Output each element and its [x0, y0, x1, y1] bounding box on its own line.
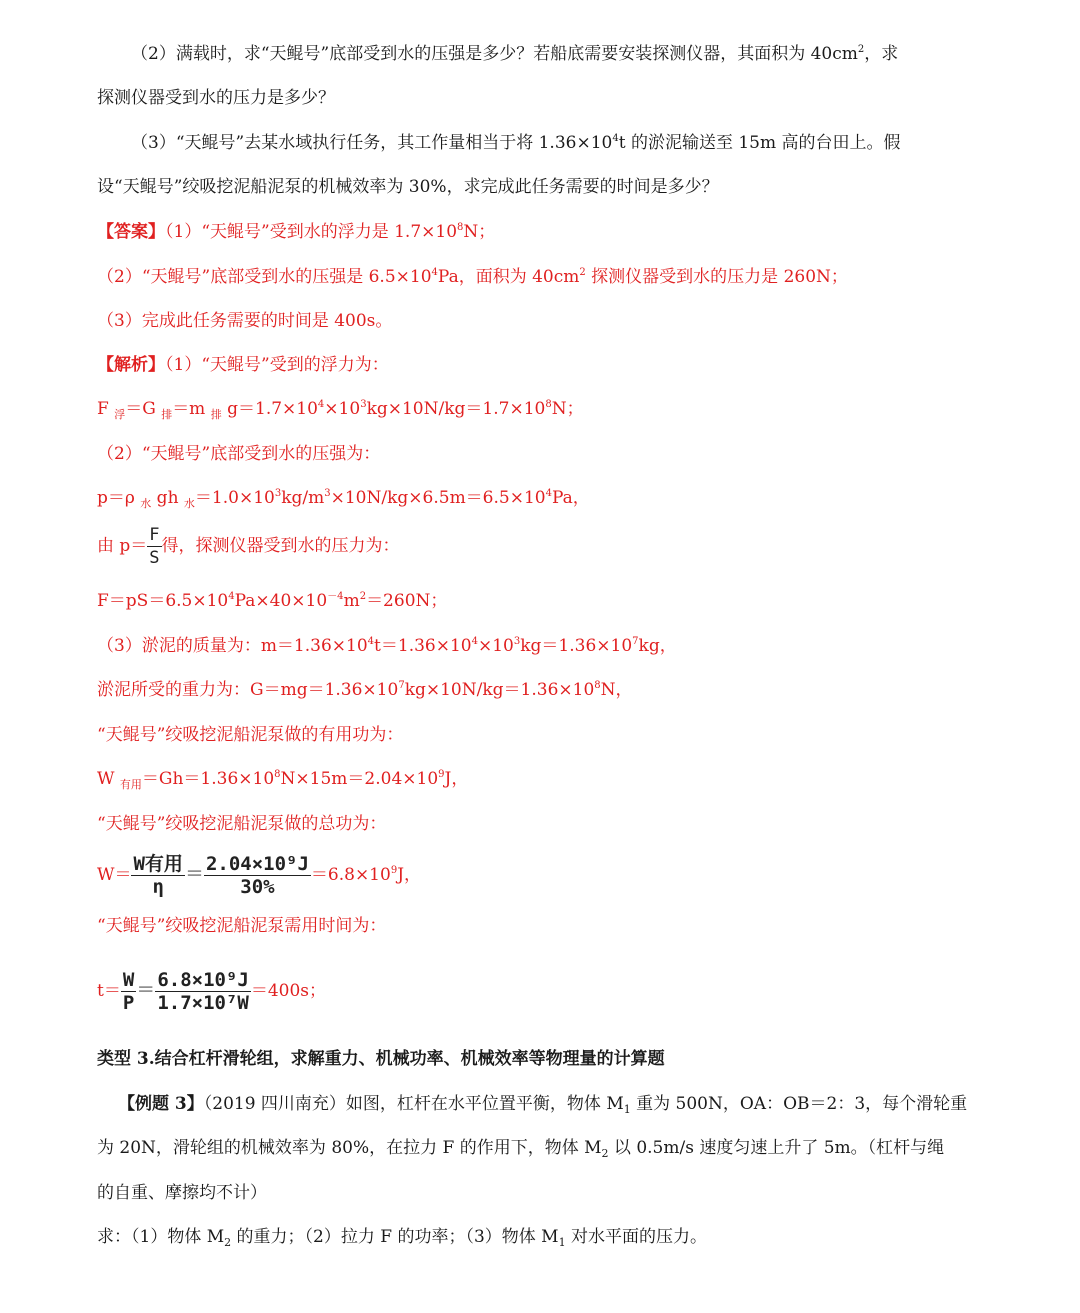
- analysis-total-work-label: [97, 811, 386, 837]
- text-segment: g＝1.7×10: [221, 399, 318, 419]
- superscript: 2: [857, 44, 865, 55]
- text-segment: kg×10N/kg＝1.36×10: [404, 680, 595, 700]
- text-segment: kg/m: [281, 488, 325, 508]
- text-segment: ×10N/kg×6.5m＝6.5×10: [330, 488, 546, 508]
- superscript: 7: [398, 680, 405, 691]
- analysis-tag: 【解析】: [97, 355, 165, 375]
- superscript: 3: [324, 488, 331, 499]
- text-segment: 的自重、摩擦均不计）: [97, 1183, 267, 1203]
- formula-total-work: [97, 846, 421, 903]
- text-segment: J，: [397, 865, 422, 885]
- text-segment: m: [343, 591, 360, 611]
- text-segment: （2019 四川南充）如图，杠杆在水平位置平衡，物体 M: [203, 1094, 624, 1114]
- text-segment: “天鲲号”绞吸挖泥船泥泵做的总功为：: [97, 814, 387, 834]
- text-segment: ＝6.8×10: [310, 865, 391, 885]
- fraction-numerator: 2.04×10⁹J: [205, 853, 309, 875]
- superscript: 9: [390, 865, 398, 876]
- answer-line-1: [97, 219, 495, 245]
- question-2-line-1: [131, 41, 898, 67]
- text-segment: 求：（1）物体 M: [97, 1227, 225, 1247]
- text-segment: Pa，: [551, 488, 590, 508]
- analysis-line-1: [97, 352, 389, 378]
- question-3-line-2: [97, 174, 719, 200]
- text-segment: N；: [551, 399, 584, 419]
- text-segment: 由 p＝: [97, 536, 148, 556]
- formula-time: [97, 962, 326, 1019]
- text-segment: N，: [600, 680, 633, 700]
- analysis-time-label: [97, 913, 386, 939]
- text: （1）“天鲲号”受到的浮力为：: [165, 355, 389, 375]
- text-segment: 为 20N，滑轮组的机械效率为 80%，在拉力 F 的作用下，物体 M: [97, 1138, 602, 1158]
- text: 探测仪器受到水的压力是 260N；: [585, 267, 848, 287]
- text: （2）“天鲲号”底部受到水的压强是 6.5×10: [97, 267, 432, 287]
- fraction-denominator: P: [122, 992, 135, 1014]
- example-tag: 【例题 3】: [118, 1094, 204, 1114]
- subscript: 水: [140, 497, 152, 510]
- subscript: 水: [183, 497, 195, 510]
- formula-useful-work: [97, 766, 468, 792]
- formula-pressure: [97, 485, 590, 511]
- superscript: 4: [545, 488, 552, 499]
- superscript: 2: [359, 591, 367, 602]
- text-segment: 对水平面的压力。: [565, 1227, 707, 1247]
- text-segment: ＝G: [125, 399, 162, 419]
- text: （3）完成此任务需要的时间是 400s。: [97, 311, 393, 331]
- text-segment: kg，: [638, 636, 677, 656]
- text: 设“天鲲号”绞吸挖泥船泥泵的机械效率为 30%，求完成此任务需要的时间是多少？: [97, 177, 719, 197]
- answer-line-3: [97, 308, 392, 334]
- text: Pa，面积为 40cm: [437, 267, 580, 287]
- text: （1）“天鲲号”受到水的浮力是 1.7×10: [165, 222, 458, 242]
- superscript: －4: [327, 591, 344, 602]
- superscript: 3: [513, 636, 521, 647]
- example-3-line-3: [97, 1180, 267, 1206]
- analysis-line-2: [97, 441, 380, 467]
- text-segment: kg×10N/kg＝1.7×10: [366, 399, 546, 419]
- formula-pressure-fraction: [97, 524, 400, 569]
- superscript: 9: [438, 769, 445, 780]
- text-segment: ＝1.0×10: [194, 488, 275, 508]
- text-segment: 类型 3.结合杠杆滑轮组，求解重力、机械功率、机械效率等物理量的计算题: [97, 1049, 665, 1069]
- text-segment: F: [97, 399, 115, 419]
- superscript: 4: [612, 133, 619, 144]
- subscript: 2: [601, 1147, 609, 1160]
- text-segment: [204, 853, 311, 898]
- text-segment: ＝Gh＝1.36×10: [141, 769, 275, 789]
- text-segment: J，: [444, 769, 469, 789]
- text-segment: （3）淤泥的质量为：m＝1.36×10: [97, 636, 368, 656]
- text: t 的淤泥输送至 15m 高的台田上。假: [618, 133, 901, 153]
- superscript: 8: [274, 769, 281, 780]
- text-segment: [147, 524, 161, 569]
- text-segment: W: [97, 769, 120, 789]
- superscript: 2: [579, 267, 586, 278]
- text-segment: W＝: [97, 865, 132, 885]
- superscript: 3: [274, 488, 282, 499]
- superscript: 3: [360, 399, 367, 410]
- question-3-line-1: [131, 130, 901, 156]
- fraction-numerator: F: [149, 525, 160, 545]
- text-segment: 以 0.5m/s 速度匀速上升了 5m。（杠杆与绳: [608, 1138, 945, 1158]
- formula-mass: [97, 633, 677, 659]
- text-segment: ＝: [184, 863, 204, 885]
- subscript: 排: [161, 408, 173, 421]
- text-segment: 的重力；（2）拉力 F 的功率；（3）物体 M: [231, 1227, 559, 1247]
- answer-line-2: [97, 264, 848, 290]
- text-segment: kg＝1.36×10: [520, 636, 633, 656]
- fraction-denominator: 1.7×10⁷W: [157, 992, 249, 1014]
- formula-buoyancy: [97, 396, 584, 422]
- text: （2）“天鲲号”底部受到水的压强为：: [97, 444, 381, 464]
- text-segment: ×10: [477, 636, 514, 656]
- text-segment: t＝: [97, 981, 121, 1001]
- text-segment: “天鲲号”绞吸挖泥船泥泵做的有用功为：: [97, 725, 404, 745]
- subscript: 有用: [119, 778, 142, 791]
- superscript: 4: [471, 636, 478, 647]
- superscript: 4: [431, 267, 438, 278]
- superscript: 4: [317, 399, 325, 410]
- text-segment: t＝1.36×10: [374, 636, 472, 656]
- text-segment: gh: [151, 488, 184, 508]
- text-segment: ＝: [136, 979, 156, 1001]
- fraction-numerator: W: [122, 969, 135, 991]
- superscript: 7: [632, 636, 639, 647]
- text: N；: [463, 222, 496, 242]
- text: （3）“天鲲号”去某水域执行任务，其工作量相当于将 1.36×10: [131, 133, 613, 153]
- text: ，求: [864, 44, 899, 64]
- text-segment: [155, 969, 251, 1014]
- text-segment: ＝260N；: [366, 591, 448, 611]
- example-3-line-2: [97, 1135, 944, 1161]
- fraction-denominator: 30%: [240, 876, 275, 898]
- subscript: 1: [558, 1236, 566, 1249]
- text-segment: F＝pS＝6.5×10: [97, 591, 229, 611]
- fraction-numerator: W有用: [133, 853, 183, 875]
- text-segment: ＝m: [172, 399, 211, 419]
- text-segment: [131, 853, 184, 898]
- subscript: 1: [623, 1103, 631, 1116]
- superscript: 4: [228, 591, 235, 602]
- text-segment: 重为 500N，OA：OB＝2：3，每个滑轮重: [630, 1094, 968, 1114]
- text-segment: p＝ρ: [97, 488, 141, 508]
- fraction-denominator: S: [149, 548, 160, 568]
- superscript: 8: [457, 222, 464, 233]
- text-segment: ＝400s；: [250, 981, 326, 1001]
- question-2-line-2: [97, 85, 335, 111]
- example-3-line-4: [97, 1224, 707, 1250]
- subscript: 2: [224, 1236, 232, 1249]
- text-segment: Pa×40×10: [234, 591, 328, 611]
- section-heading-type3: [97, 1046, 665, 1072]
- superscript: 8: [545, 399, 552, 410]
- text-segment: ×10: [324, 399, 361, 419]
- fraction-numerator: 6.8×10⁹J: [157, 969, 249, 991]
- formula-force: [97, 588, 447, 614]
- subscript: 浮: [114, 408, 126, 421]
- text: 探测仪器受到水的压力是多少？: [97, 88, 335, 108]
- superscript: 4: [367, 636, 375, 647]
- text-segment: N×15m＝2.04×10: [280, 769, 439, 789]
- fraction-denominator: η: [152, 876, 164, 898]
- example-3-line-1: [118, 1091, 967, 1117]
- answer-tag: 【答案】: [97, 222, 165, 242]
- analysis-useful-work-label: [97, 722, 403, 748]
- text-segment: 得，探测仪器受到水的压力为：: [161, 536, 400, 556]
- text-segment: [121, 969, 136, 1014]
- text-segment: “天鲲号”绞吸挖泥船泥泵需用时间为：: [97, 916, 387, 936]
- subscript: 排: [210, 408, 222, 421]
- text: （2）满载时，求“天鲲号”底部受到水的压强是多少？若船底需要安装探测仪器，其面积为 40cm: [131, 44, 858, 64]
- superscript: 8: [594, 680, 601, 691]
- text-segment: 淤泥所受的重力为：G＝mg＝1.36×10: [97, 680, 399, 700]
- formula-gravity: [97, 677, 633, 703]
